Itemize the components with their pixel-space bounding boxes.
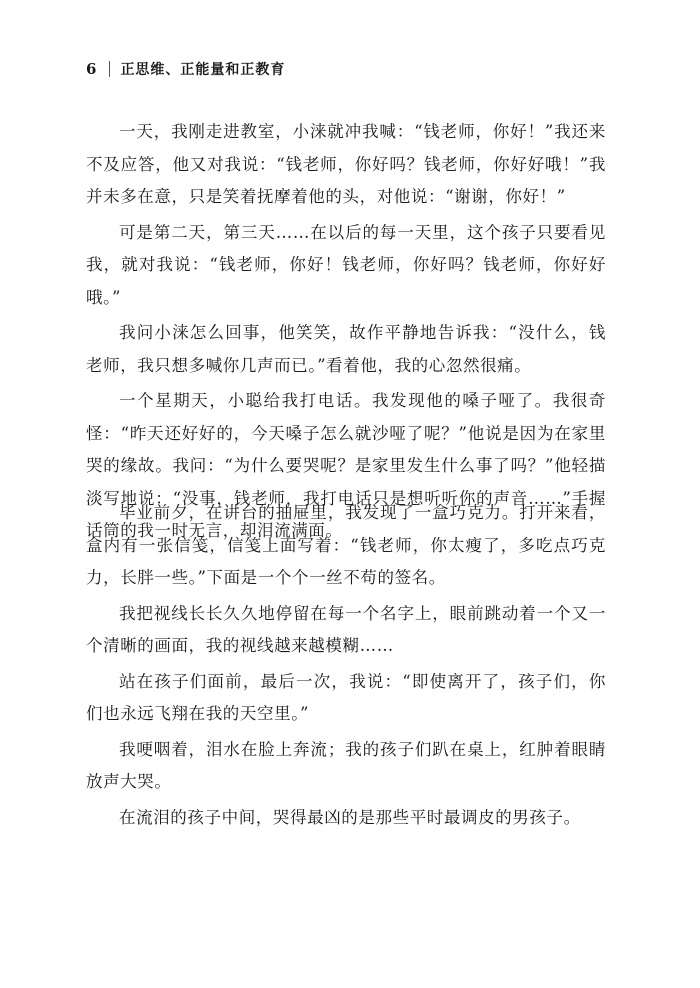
paragraph: 一个星期天，小聪给我打电话。我发现他的嗓子哑了。我很奇怪：“昨天还好好的，今天嗓子怎么就沙哑了呢？”他说是因为在家里哭的缘故。我问：“为什么要哭呢？是家里发生什么事了吗？”他轻描淡写地说：“没事，钱老师，我打电话只是想听听你的声音……”手握话筒的我一时无言，却泪流满面。	[86, 391, 606, 540]
paragraph: 在流泪的孩子中间，哭得最凶的是那些平时最调皮的男孩子。	[119, 807, 581, 827]
page-number: 6	[86, 60, 98, 78]
paragraph: 毕业前夕，在讲台的抽屉里，我发现了一盒巧克力。打开来看，盒内有一张信笺，信笺上面写着：“钱老师，你太瘦了，多吃点巧克力，长胖一些。”下面是一个个一丝不苟的签名。	[86, 503, 606, 587]
header-divider	[109, 61, 110, 77]
paragraph: 我把视线长长久久地停留在每一个名字上，眼前跳动着一个又一个清晰的画面，我的视线越来越模糊……	[86, 603, 606, 655]
paragraph: 可是第二天，第三天……在以后的每一天里，这个孩子只要看见我，就对我说：“钱老师，你好！钱老师，你好吗？钱老师，你好好哦。”	[86, 222, 606, 307]
text-section-2	[86, 497, 606, 837]
running-header	[86, 58, 285, 80]
paragraph: 站在孩子们面前，最后一次，我说：“即使离开了，孩子们，你们也永远飞翔在我的天空里。”	[86, 671, 606, 723]
paragraph: 我问小涞怎么回事，他笑笑，故作平静地告诉我：“没什么，钱老师，我只想多喊你几声而已。”看着他，我的心忽然很痛。	[86, 323, 606, 375]
paragraph: 一天，我刚走进教室，小涞就冲我喊：“钱老师，你好！”我还来不及应答，他又对我说：“钱老师，你好吗？钱老师，你好好哦！”我并未多在意，只是笑着抚摩着他的头，对他说：“谢谢，你好！”	[86, 122, 606, 206]
paragraph: 我哽咽着，泪水在脸上奔流；我的孩子们趴在桌上，红肿着眼睛放声大哭。	[86, 739, 606, 791]
book-title: 正思维、正能量和正教育	[120, 62, 286, 78]
text-section-1	[86, 116, 606, 551]
